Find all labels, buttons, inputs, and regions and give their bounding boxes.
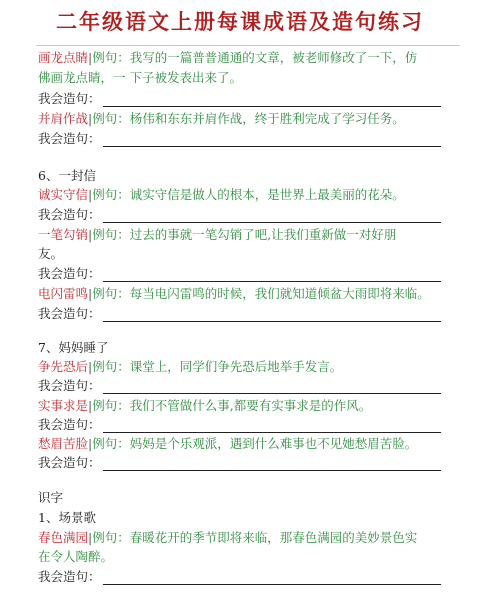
entry-line bbox=[38, 227, 396, 243]
idiom: 电闪雷鸣 bbox=[38, 286, 89, 301]
example-sentence: 我们不管做什么事,都要有实事求是的作风。 bbox=[129, 398, 372, 413]
idiom: 春色满园 bbox=[38, 530, 89, 545]
separator: | bbox=[88, 227, 93, 242]
example-sentence: 妈妈是个乐观派，遇到什么难事也不见她愁眉苦脸。 bbox=[129, 436, 418, 451]
separator: | bbox=[88, 530, 93, 545]
separator: | bbox=[88, 187, 93, 202]
example-label: 例句： bbox=[92, 359, 130, 374]
practice-line bbox=[38, 455, 441, 471]
practice-label: 我会造句： bbox=[38, 569, 101, 584]
answer-blank[interactable] bbox=[103, 134, 441, 147]
example-sentence: 在令人陶醉。 bbox=[38, 549, 114, 564]
idiom: 诚实守信 bbox=[38, 187, 89, 202]
example-sentence: 友。 bbox=[38, 246, 64, 261]
entry-line bbox=[38, 286, 430, 302]
practice-line bbox=[38, 91, 441, 107]
separator: | bbox=[88, 398, 93, 413]
answer-blank[interactable] bbox=[103, 269, 441, 282]
example-label: 例句： bbox=[92, 187, 130, 202]
practice-label: 我会造句： bbox=[38, 417, 101, 432]
idiom: 愁眉苦脸 bbox=[38, 436, 89, 451]
idiom: 争先恐后 bbox=[38, 359, 89, 374]
idiom: 画龙点睛 bbox=[38, 50, 89, 65]
idiom: 一笔勾销 bbox=[38, 227, 89, 242]
practice-label: 我会造句： bbox=[38, 207, 101, 222]
section-heading: 识字 bbox=[38, 490, 64, 505]
practice-label: 我会造句： bbox=[38, 131, 101, 146]
example-label: 例句： bbox=[92, 530, 130, 545]
practice-label: 我会造句： bbox=[38, 91, 101, 106]
answer-blank[interactable] bbox=[103, 381, 441, 394]
idiom: 实事求是 bbox=[38, 398, 89, 413]
answer-blank[interactable] bbox=[103, 572, 441, 585]
entry-line bbox=[38, 436, 417, 452]
example-label: 例句： bbox=[92, 398, 130, 413]
practice-label: 我会造句： bbox=[38, 378, 101, 393]
entry-line bbox=[38, 398, 371, 414]
answer-blank[interactable] bbox=[103, 309, 441, 322]
practice-label: 我会造句： bbox=[38, 455, 101, 470]
practice-line bbox=[38, 417, 441, 433]
entry-line bbox=[38, 530, 417, 546]
entry-line bbox=[38, 111, 405, 127]
example-label: 例句： bbox=[92, 50, 130, 65]
example-sentence: 每当电闪雷鸣的时候，我们就知道倾盆大雨即将来临。 bbox=[129, 286, 430, 301]
answer-blank[interactable] bbox=[103, 94, 441, 107]
practice-line bbox=[38, 266, 441, 282]
separator: | bbox=[88, 286, 93, 301]
section-heading: 6、一封信 bbox=[38, 168, 96, 183]
entry-line bbox=[38, 50, 417, 66]
practice-line bbox=[38, 131, 441, 147]
answer-blank[interactable] bbox=[103, 210, 441, 223]
entry-line-continued bbox=[38, 70, 242, 86]
separator: | bbox=[88, 50, 93, 65]
separator: | bbox=[88, 359, 93, 374]
example-sentence: 诚实守信是做人的根本，是世界上最美丽的花朵。 bbox=[129, 187, 405, 202]
example-label: 例句： bbox=[92, 227, 130, 242]
title-divider bbox=[36, 45, 460, 46]
practice-label: 我会造句： bbox=[38, 266, 101, 281]
separator: | bbox=[88, 436, 93, 451]
practice-line bbox=[38, 569, 441, 585]
example-label: 例句： bbox=[92, 436, 130, 451]
example-sentence: 课堂上，同学们争先恐后地举手发言。 bbox=[129, 359, 343, 374]
practice-line bbox=[38, 378, 441, 394]
separator: | bbox=[88, 111, 93, 126]
example-sentence: 过去的事就一笔勾销了吧,让我们重新做一对好朋 bbox=[129, 227, 397, 242]
answer-blank[interactable] bbox=[103, 420, 441, 433]
section-heading: 1、场景歌 bbox=[38, 510, 96, 525]
example-label: 例句： bbox=[92, 111, 130, 126]
idiom: 并肩作战 bbox=[38, 111, 89, 126]
practice-line bbox=[38, 207, 441, 223]
page-title: 二年级语文上册每课成语及造句练习 bbox=[56, 9, 424, 34]
example-sentence: 杨伟和东东并肩作战，终于胜利完成了学习任务。 bbox=[129, 111, 405, 126]
entry-line-continued bbox=[38, 246, 63, 262]
example-label: 例句： bbox=[92, 286, 130, 301]
entry-line-continued bbox=[38, 549, 113, 565]
practice-line bbox=[38, 306, 441, 322]
answer-blank[interactable] bbox=[103, 458, 441, 471]
example-sentence: 佛画龙点睛，一 下子被发表出来了。 bbox=[38, 70, 242, 85]
practice-label: 我会造句： bbox=[38, 306, 101, 321]
example-sentence: 我写的一篇普普通通的文章，被老师修改了一下，仿 bbox=[129, 50, 418, 65]
entry-line bbox=[38, 187, 405, 203]
entry-line bbox=[38, 359, 342, 375]
section-heading: 7、妈妈睡了 bbox=[38, 340, 109, 355]
example-sentence: 春暖花开的季节即将来临，那春色满园的美妙景色实 bbox=[129, 530, 418, 545]
